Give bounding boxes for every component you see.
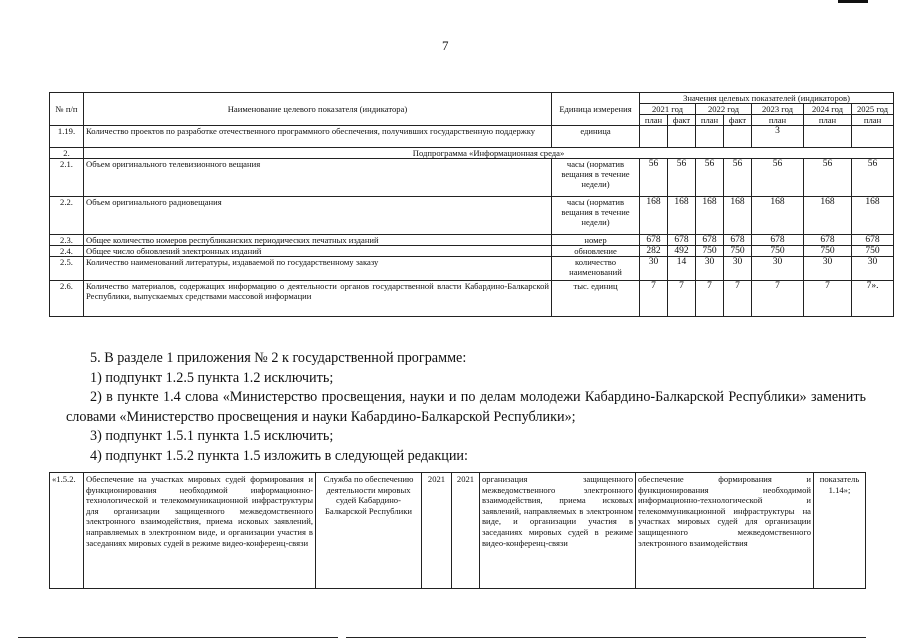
row-value: 750 [804, 246, 852, 257]
row-value: 7 [752, 281, 804, 317]
row-value: 30 [804, 257, 852, 281]
header-sub: план [804, 115, 852, 126]
row-value: 750 [724, 246, 752, 257]
indicators-table [49, 92, 894, 317]
page-number: 7 [442, 38, 449, 53]
row-unit: тыс. единиц [552, 281, 640, 317]
header-year-2024: 2024 год [804, 104, 852, 115]
measure-year-start: 2021 [422, 473, 452, 589]
footer-rule [346, 637, 866, 638]
row-value: 750 [696, 246, 724, 257]
measure-description: Обеспечение на участках мировых судей формирования и функционирования необходимой информационно-технологической и телекоммуникационной инфраструктуры для организации защищенного межведомственного электронного взаимодействия, приема исковых заявлений, направляемых в электронном виде, и организации участия в заседаниях мировых судей в режиме видео-конференц-связи [84, 473, 316, 589]
measure-effect: обеспечение формирования и функционирования необходимой информационно-технологической и телекоммуникационной инфраструктуры на участках мировых судей для организации защищенного межведомственного электронного взаимодействия [636, 473, 814, 589]
row-name: Объем оригинального телевизионного вещания [84, 159, 552, 197]
row-value [724, 126, 752, 148]
row-value: 168 [724, 197, 752, 235]
measure-table [49, 472, 866, 589]
section-row [50, 148, 894, 159]
row-num: 2.3. [50, 235, 84, 246]
row-value: 30 [852, 257, 894, 281]
row-unit: номер [552, 235, 640, 246]
row-value: 30 [724, 257, 752, 281]
row-num: 2.4. [50, 246, 84, 257]
row-value: 56 [804, 159, 852, 197]
row-value: 56 [640, 159, 668, 197]
amendment-item: 3) подпункт 1.5.1 пункта 1.5 исключить; [90, 428, 334, 444]
header-sub: план [852, 115, 894, 126]
row-value: 30 [696, 257, 724, 281]
row-value: 56 [696, 159, 724, 197]
row-value: 7 [696, 281, 724, 317]
row-name: Количество проектов по разработке отечественного программного обеспечения, получивших государственную поддержку [84, 126, 552, 148]
row-unit: количество наименований [552, 257, 640, 281]
table-row [50, 281, 894, 317]
row-value: 168 [804, 197, 852, 235]
row-value [696, 126, 724, 148]
row-num: 2. [50, 148, 84, 159]
table-row [50, 126, 894, 148]
row-name: Количество материалов, содержащих информацию о деятельности органов государственной власти Кабардино-Балкарской Республики, выпускаемых средствами массовой информации [84, 281, 552, 317]
table-row [50, 257, 894, 281]
row-value: 7 [724, 281, 752, 317]
row-value: 56 [668, 159, 696, 197]
header-unit: Единица измерения [552, 93, 640, 126]
row-value: 168 [640, 197, 668, 235]
row-value: 7». [852, 281, 894, 317]
amendment-item: 4) подпункт 1.5.2 пункта 1.5 изложить в следующей редакции: [90, 447, 468, 464]
row-name: Общее количество номеров республиканских периодических печатных изданий [84, 235, 552, 246]
header-sub: план [752, 115, 804, 126]
row-value: 168 [752, 197, 804, 235]
row-unit: часы (норматив вещания в течение недели) [552, 159, 640, 197]
row-num: 2.5. [50, 257, 84, 281]
header-num: № п/п [50, 93, 84, 126]
row-num: 2.1. [50, 159, 84, 197]
row-value: 14 [668, 257, 696, 281]
row-name: Общее число обновлений электронных изданий [84, 246, 552, 257]
header-year-2025: 2025 год [852, 104, 894, 115]
row-value: 678 [804, 235, 852, 246]
row-value: 3 [752, 126, 804, 148]
row-value: 678 [696, 235, 724, 246]
table-row [50, 235, 894, 246]
row-value [640, 126, 668, 148]
row-value: 282 [640, 246, 668, 257]
amendment-item: 2) в пункте 1.4 слова «Министерство просвещения, науки и по делам молодежи Кабардино-Балкарской Республики» заменить словами «Министерство просвещения и науки Кабардино-Балкарской Республики»; [66, 389, 866, 425]
row-value: 7 [640, 281, 668, 317]
row-value [668, 126, 696, 148]
header-values-group: Значения целевых показателей (индикаторов) [640, 93, 894, 104]
row-value: 7 [804, 281, 852, 317]
row-value: 56 [724, 159, 752, 197]
row-value: 750 [852, 246, 894, 257]
row-value: 56 [752, 159, 804, 197]
header-sub: факт [668, 115, 696, 126]
header-year-2022: 2022 год [696, 104, 752, 115]
row-value: 678 [668, 235, 696, 246]
row-name: Объем оригинального радиовещания [84, 197, 552, 235]
header-sub: факт [724, 115, 752, 126]
row-value: 7 [668, 281, 696, 317]
table-row [50, 473, 866, 589]
row-value [804, 126, 852, 148]
measure-executor: Служба по обеспечению деятельности мировых судей Кабардино-Балкарской Республики [316, 473, 422, 589]
row-num: 2.6. [50, 281, 84, 317]
row-unit: единица [552, 126, 640, 148]
row-num: 1.19. [50, 126, 84, 148]
footer-rule [18, 637, 338, 638]
header-sub: план [640, 115, 668, 126]
row-unit: обновление [552, 246, 640, 257]
page-edge-mark [838, 0, 868, 3]
table-row [50, 159, 894, 197]
row-value: 30 [640, 257, 668, 281]
row-value: 168 [852, 197, 894, 235]
section-title: Подпрограмма «Информационная среда» [84, 148, 894, 159]
header-name: Наименование целевого показателя (индикатора) [84, 93, 552, 126]
row-value: 168 [696, 197, 724, 235]
table-row [50, 246, 894, 257]
measure-result: организация защищенного межведомственного электронного взаимодействия, приема исковых заявлений, направляемых в электронном виде, и организации участия в заседаниях мировых судей в режиме видео-конференц-связи [480, 473, 636, 589]
row-value: 678 [752, 235, 804, 246]
row-value: 750 [752, 246, 804, 257]
row-value: 678 [852, 235, 894, 246]
row-value [852, 126, 894, 148]
row-value: 678 [640, 235, 668, 246]
amendment-item: 1) подпункт 1.2.5 пункта 1.2 исключить; [90, 369, 334, 386]
measure-year-end: 2021 [452, 473, 480, 589]
header-sub: план [696, 115, 724, 126]
row-value: 492 [668, 246, 696, 257]
row-name: Количество наименований литературы, издаваемой по государственному заказу [84, 257, 552, 281]
row-value: 30 [752, 257, 804, 281]
row-unit: часы (норматив вещания в течение недели) [552, 197, 640, 235]
row-num: 2.2. [50, 197, 84, 235]
header-year-2021: 2021 год [640, 104, 696, 115]
amendment-heading: 5. В разделе 1 приложения № 2 к государственной программе: [90, 350, 467, 366]
row-value: 678 [724, 235, 752, 246]
row-value: 56 [852, 159, 894, 197]
table-row [50, 197, 894, 235]
measure-indicator: показатель 1.14»; [814, 473, 866, 589]
amendment-text [66, 349, 866, 466]
header-year-2023: 2023 год [752, 104, 804, 115]
measure-num: «1.5.2. [50, 473, 84, 589]
row-value: 168 [668, 197, 696, 235]
